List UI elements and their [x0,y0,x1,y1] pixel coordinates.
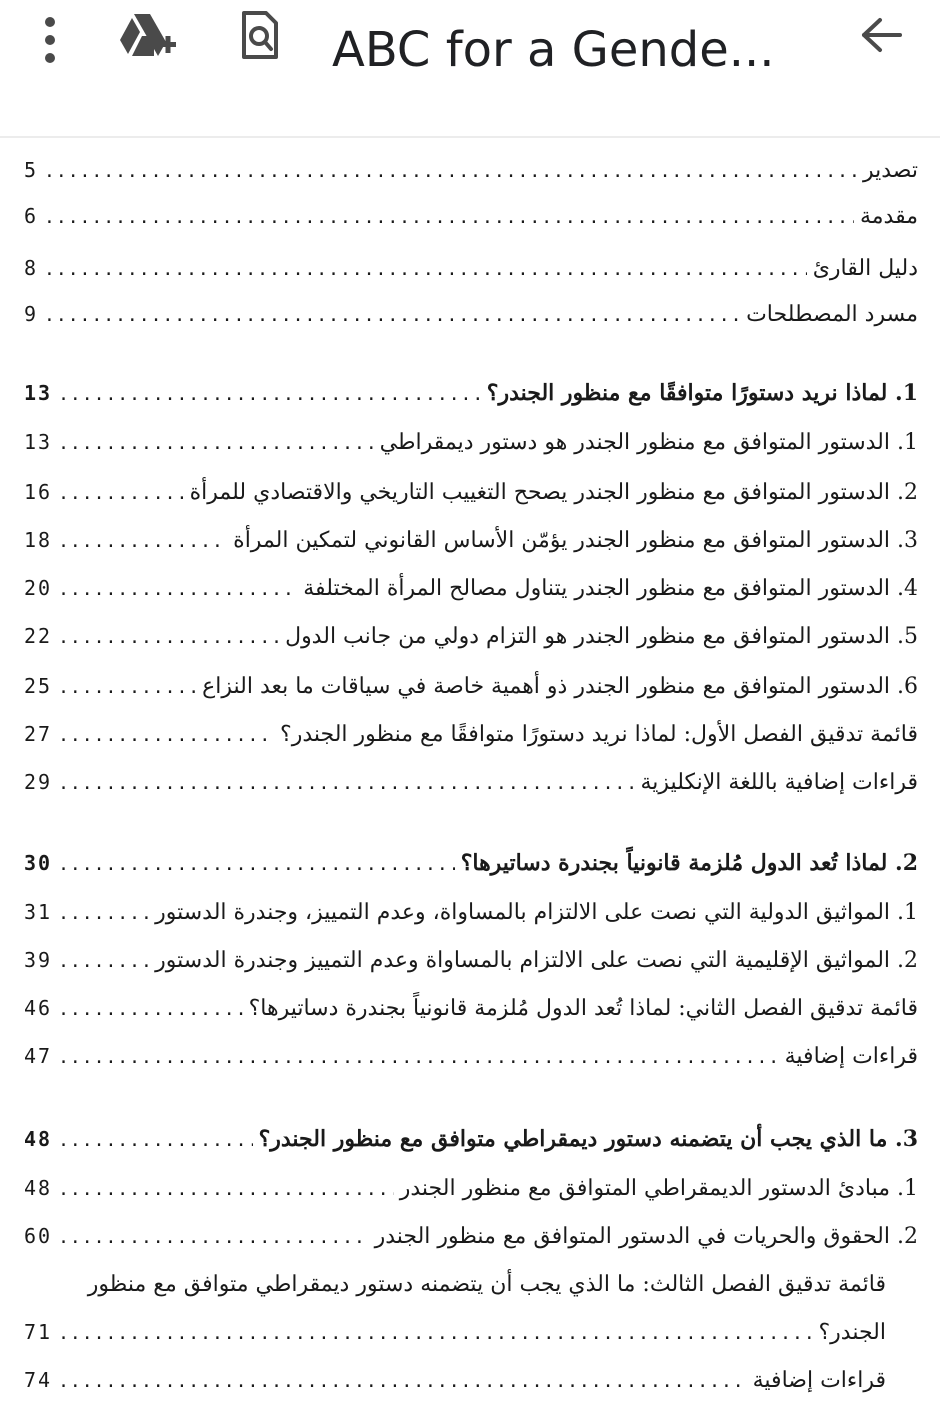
toc-entry-page: 16 [24,480,53,504]
toc-entry-page: 20 [24,576,53,600]
toc-leader-dots [58,999,243,1020]
toc-leader-dots [44,305,740,326]
toc-entry-title: تصدير [862,158,918,183]
toc-entry[interactable] [24,624,918,649]
toc-leader-dots [58,1047,779,1068]
toc-leader-dots [58,531,227,552]
find-in-document-icon [240,11,280,61]
toc-leader-dots [58,384,481,405]
toc-leader-dots [58,579,297,600]
more-options-button[interactable] [30,12,70,68]
toc-leader-dots [58,951,149,972]
toc-entry[interactable] [24,1368,918,1393]
toc-entry-page: 74 [24,1368,53,1392]
toc-entry-title: مقدمة [859,204,918,229]
arrow-back-icon [860,17,904,53]
toc-entry-title: قراءات إضافية باللغة الإنكليزية [640,770,918,795]
toc-chapter-heading[interactable] [24,850,918,876]
toc-entry-page: 22 [24,624,53,648]
toc-entry-page: 29 [24,770,53,794]
toc-leader-dots [58,1130,252,1151]
toc-entry-title: قراءات إضافية [784,1044,918,1069]
toc-entry-title: 5. الدستور المتوافق مع منظور الجندر هو التزام دولي من جانب الدول [285,624,918,649]
toc-entry[interactable] [24,722,918,747]
toc-leader-dots [58,903,149,924]
toc-entry[interactable] [24,256,918,281]
toc-entry[interactable] [24,900,918,925]
toc-leader-dots [58,773,634,794]
toc-entry-page: 46 [24,996,53,1020]
toc-entry[interactable] [24,204,918,229]
add-to-drive-icon [118,12,178,60]
more-vert-icon [40,14,60,66]
toc-entry-page: 13 [24,430,53,454]
toc-leader-dots [58,725,274,746]
toc-entry-title: 4. الدستور المتوافق مع منظور الجندر يتناول مصالح المرأة المختلفة [303,576,918,601]
toc-entry-page: 9 [24,302,39,326]
app-bar [0,0,940,138]
toc-entry[interactable] [24,770,918,795]
toc-entry-page: 27 [24,722,53,746]
toc-entry-page: 39 [24,948,53,972]
toc-entry-title: مسرد المصطلحات [746,302,918,327]
toc-chapter-heading[interactable] [24,1126,918,1152]
toc-entry[interactable] [24,1044,918,1069]
toc-entry[interactable] [24,158,918,183]
toc-chapter-heading[interactable] [24,380,918,406]
toc-entry[interactable] [24,1224,918,1249]
toc-leader-dots [58,1227,368,1248]
toc-entry-page: 8 [24,256,39,280]
toc-leader-dots [58,1371,747,1392]
toc-chapter-title: 3. ما الذي يجب أن يتضمنه دستور ديمقراطي متوافق مع منظور الجندر؟ [258,1126,918,1152]
find-in-document-button[interactable] [232,8,288,64]
toc-chapter-title: 2. لماذا تُعد الدول مُلزمة قانونياً بجندرة دساتيرها؟ [460,850,918,876]
toc-entry-page: 71 [24,1320,53,1344]
document-title: ABC for a Gende... [332,22,775,78]
toc-entry-title: 2. المواثيق الإقليمية التي نصت على الالتزام بالمساواة وعدم التمييز وجندرة الدستور [155,948,918,973]
toc-entry-title: 1. مبادئ الدستور الديمقراطي المتوافق مع منظور الجندر [399,1176,918,1201]
toc-leader-dots [58,483,184,504]
toc-entry-title: قائمة تدقيق الفصل الثاني: لماذا تُعد الدول مُلزمة قانونياً بجندرة دساتيرها؟ [248,996,918,1021]
toc-chapter-page: 13 [24,381,53,405]
toc-entry-title: 3. الدستور المتوافق مع منظور الجندر يؤمّن الأساس القانوني لتمكين المرأة [233,528,918,553]
add-to-drive-button[interactable] [116,10,180,62]
toc-chapter-page: 48 [24,1127,53,1151]
toc-entry[interactable] [24,1320,918,1345]
toc-entry-page: 25 [24,674,53,698]
toc-leader-dots [58,854,455,875]
toc-chapter-title: 1. لماذا نريد دستورًا متوافقًا مع منظور الجندر؟ [486,380,918,406]
toc-entry-title: 1. الدستور المتوافق مع منظور الجندر هو دستور ديمقراطي [379,430,918,455]
toc-entry-page: 60 [24,1224,53,1248]
toc-entry-page: 31 [24,900,53,924]
toc-entry-page: 18 [24,528,53,552]
toc-leader-dots [58,627,279,648]
toc-entry-page: 5 [24,158,39,182]
toc-leader-dots [44,207,854,228]
toc-entry[interactable] [24,576,918,601]
toc-leader-dots [58,1179,394,1200]
toc-entry[interactable] [24,430,918,455]
toc-entry[interactable] [24,302,918,327]
toc-entry[interactable] [24,948,918,973]
toc-entry[interactable] [24,674,918,699]
toc-entry-title: 1. المواثيق الدولية التي نصت على الالتزام بالمساواة، وعدم التمييز، وجندرة الدستور [155,900,918,925]
toc-entry[interactable] [24,480,918,505]
toc-leader-dots [44,259,807,280]
toc-entry[interactable] [24,528,918,553]
toc-leader-dots [58,1323,812,1344]
toc-leader-dots [58,433,374,454]
toc-entry-title: قراءات إضافية [752,1368,886,1393]
toc-entry-page: 48 [24,1176,53,1200]
toc-leader-dots [58,677,196,698]
toc-checklist-title-line[interactable]: قائمة تدقيق الفصل الثالث: ما الذي يجب أن يتضمنه دستور ديمقراطي متوافق مع منظور [87,1272,886,1297]
toc-entry-title: الجندر؟ [818,1320,886,1345]
toc-entry-title: قائمة تدقيق الفصل الأول: لماذا نريد دستورًا متوافقًا مع منظور الجندر؟ [280,722,918,747]
toc-entry[interactable] [24,996,918,1021]
toc-entry-page: 6 [24,204,39,228]
back-button[interactable] [852,10,912,60]
toc-chapter-page: 30 [24,851,53,875]
toc-entry-title: 2. الحقوق والحريات في الدستور المتوافق مع منظور الجندر [374,1224,918,1249]
toc-entry-page: 47 [24,1044,53,1068]
toc-entry[interactable] [24,1176,918,1201]
toc-entry-title: 2. الدستور المتوافق مع منظور الجندر يصحح التغييب التاريخي والاقتصادي للمرأة [189,480,918,505]
toc-entry-title: 6. الدستور المتوافق مع منظور الجندر ذو أهمية خاصة في سياقات ما بعد النزاع [202,674,918,699]
toc-leader-dots [44,161,857,182]
toc-entry-title: دليل القارئ [812,256,918,281]
